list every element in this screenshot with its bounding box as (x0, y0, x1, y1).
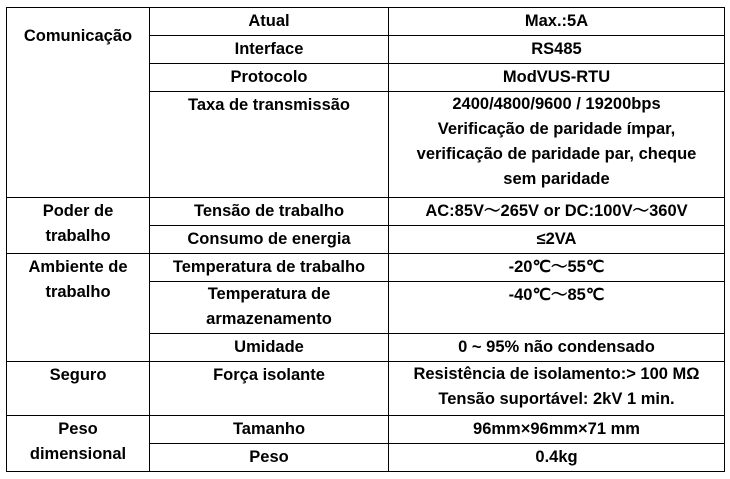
temp-trabalho-value: -20℃～55℃ (389, 254, 725, 282)
taxa-value-line: sem paridade (503, 170, 610, 188)
consumo-label: Consumo de energia (150, 226, 389, 254)
group-line: Peso (58, 420, 98, 438)
tamanho-label: Tamanho (150, 416, 389, 444)
forca-isolante-label: Força isolante (150, 362, 389, 416)
forca-isolante-line: Resistência de isolamento:> 100 MΩ (413, 365, 700, 383)
tamanho-value: 96mm×96mm×71 mm (389, 416, 725, 444)
group-comunicacao: Comunicação (7, 8, 150, 198)
group-peso-dimensional (7, 416, 150, 472)
tensao-trabalho-value: AC:85V～265V or DC:100V～360V (389, 198, 725, 226)
interface-value: RS485 (389, 36, 725, 64)
umidade-value: 0 ~ 95% não condensado (389, 334, 725, 362)
taxa-value-line: verificação de paridade par, cheque (416, 145, 697, 163)
table-row (7, 362, 725, 416)
protocolo-label: Protocolo (150, 64, 389, 92)
table-row (7, 416, 725, 444)
forca-isolante-value (389, 362, 725, 416)
group-line: trabalho (45, 283, 111, 301)
temp-trabalho-label: Temperatura de trabalho (150, 254, 389, 282)
taxa-label: Taxa de transmissão (150, 92, 389, 198)
taxa-value-line: Verificação de paridade ímpar, (437, 120, 676, 138)
protocolo-value: ModVUS-RTU (389, 64, 725, 92)
table-row (7, 254, 725, 282)
group-line: trabalho (45, 227, 111, 245)
group-ambiente-trabalho (7, 254, 150, 362)
interface-label: Interface (150, 36, 389, 64)
specifications-table (6, 7, 725, 472)
peso-label: Peso (150, 444, 389, 472)
tensao-trabalho-label: Tensão de trabalho (150, 198, 389, 226)
consumo-value: ≤2VA (389, 226, 725, 254)
atual-value: Max.:5A (389, 8, 725, 36)
atual-label: Atual (150, 8, 389, 36)
group-line: dimensional (29, 445, 127, 463)
table-row (7, 8, 725, 36)
group-seguro: Seguro (7, 362, 150, 416)
temp-armazenamento-value: -40℃～85℃ (389, 282, 725, 334)
taxa-value-line: 2400/4800/9600 / 19200bps (452, 95, 661, 113)
taxa-value (389, 92, 725, 198)
umidade-label: Umidade (150, 334, 389, 362)
group-line: Poder de (42, 202, 114, 220)
forca-isolante-line: Tensão suportável: 2kV 1 min. (438, 390, 675, 408)
temp-armazenamento-line: Temperatura de (207, 285, 331, 303)
group-line: Ambiente de (28, 258, 128, 276)
temp-armazenamento-label (150, 282, 389, 334)
group-poder-trabalho (7, 198, 150, 254)
peso-value: 0.4kg (389, 444, 725, 472)
temp-armazenamento-line: armazenamento (206, 310, 332, 328)
table-row (7, 198, 725, 226)
